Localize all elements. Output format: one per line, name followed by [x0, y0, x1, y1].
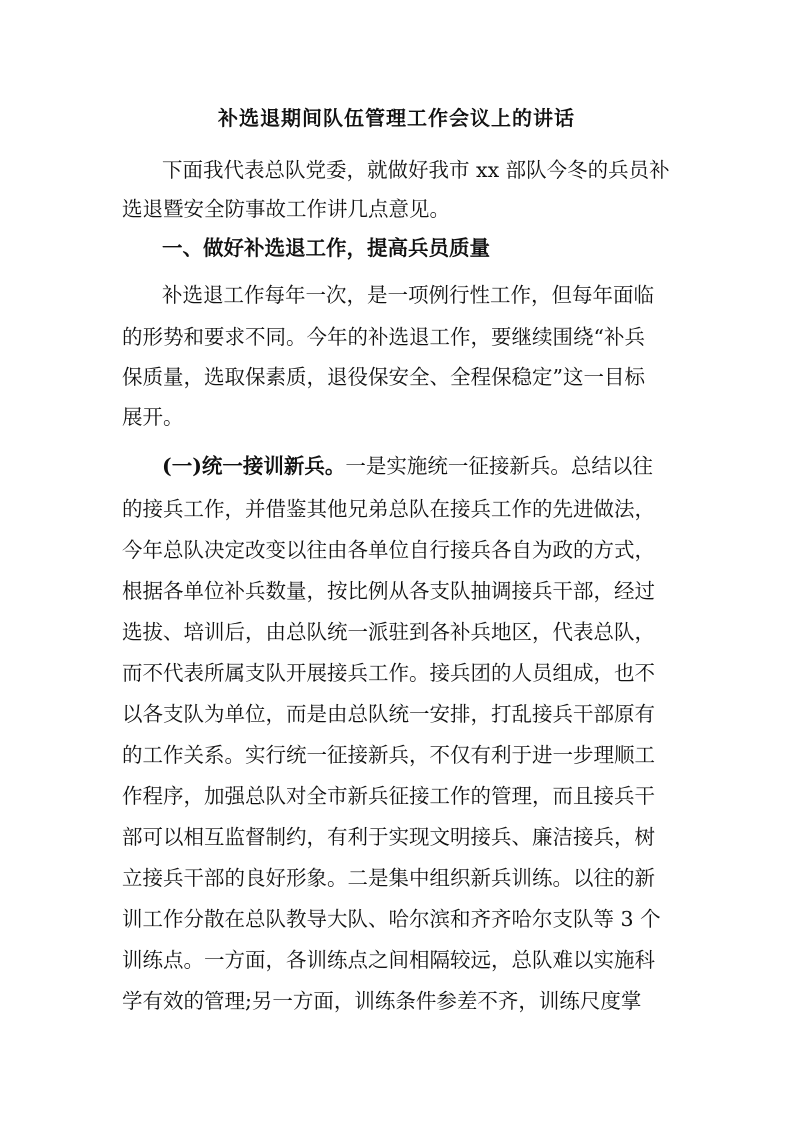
paragraph-line-with-subheading [162, 446, 682, 486]
subheading: (一)统一接训新兵。 [162, 454, 346, 478]
section-heading: 一、做好补选退工作，提高兵员质量 [162, 236, 490, 260]
paragraph-line: 根据各单位补兵数量，按比例从各支队抽调接兵干部，经过 [122, 579, 655, 603]
paragraph-line: 补选退工作每年一次，是一项例行性工作，但每年面临 [162, 283, 654, 307]
paragraph-line: 下面我代表总队党委，就做好我市 xx 部队今冬的兵员补 [162, 158, 670, 182]
paragraph-line: 保质量，选取保素质，退役保安全、全程保稳定”这一目标 [122, 365, 645, 389]
paragraph-line: 而不代表所属支队开展接兵工作。接兵团的人员组成，也不 [122, 661, 655, 685]
paragraph-line: 训练点。一方面，各训练点之间相隔较远，总队难以实施科 [122, 948, 655, 972]
paragraph-line: 的接兵工作，并借鉴其他兄弟总队在接兵工作的先进做法， [122, 497, 655, 521]
paragraph-line: 选拔、培训后，由总队统一派驻到各补兵地区，代表总队， [122, 620, 655, 644]
document-title: 补选退期间队伍管理工作会议上的讲话 [218, 106, 575, 130]
paragraph-line: 的形势和要求不同。今年的补选退工作，要继续围绕“补兵 [122, 325, 645, 349]
paragraph-line: 以各支队为单位，而是由总队统一安排，打乱接兵干部原有 [122, 702, 655, 726]
paragraph-line: 展开。 [122, 405, 184, 429]
paragraph-text: 一是实施统一征接新兵。总结以往 [345, 454, 653, 478]
paragraph-line: 立接兵干部的良好形象。二是集中组织新兵训练。以往的新 [122, 866, 655, 890]
paragraph-line: 今年总队决定改变以往由各单位自行接兵各自为政的方式， [122, 538, 655, 562]
paragraph-line: 的工作关系。实行统一征接新兵，不仅有利于进一步理顺工 [122, 743, 655, 767]
paragraph-line: 部可以相互监督制约，有利于实现文明接兵、廉洁接兵，树 [122, 825, 655, 849]
paragraph-line: 训工作分散在总队教导大队、哈尔滨和齐齐哈尔支队等 3 个 [122, 907, 661, 931]
paragraph-line: 选退暨安全防事故工作讲几点意见。 [122, 197, 450, 221]
paragraph-line: 作程序，加强总队对全市新兵征接工作的管理，而且接兵干 [122, 784, 655, 808]
paragraph-line: 学有效的管理;另一方面，训练条件参差不齐，训练尺度掌 [122, 989, 642, 1013]
